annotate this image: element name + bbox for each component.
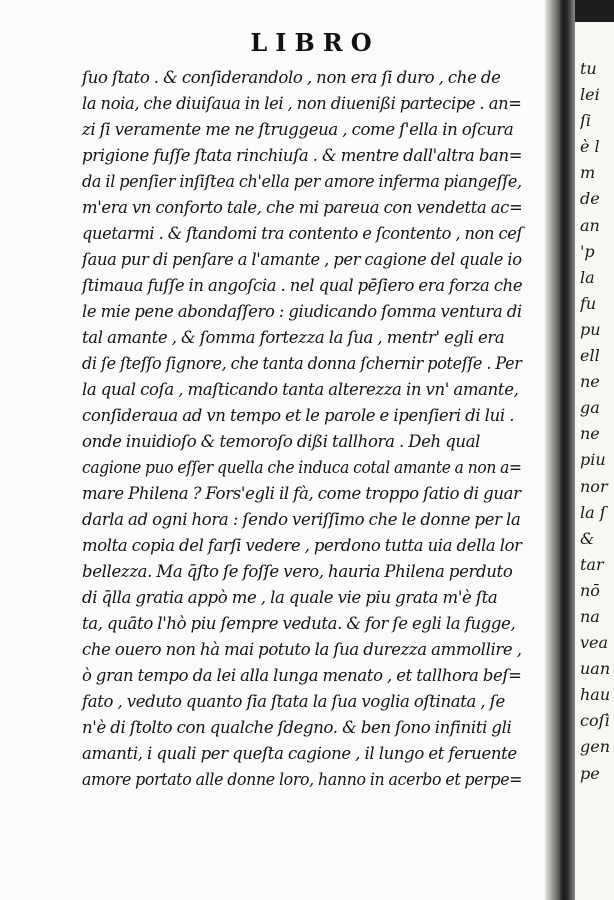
facing-page-top-edge bbox=[575, 0, 614, 22]
facing-page-line: & bbox=[580, 528, 595, 548]
facing-page-line: an bbox=[580, 215, 600, 235]
facing-page-line: piu bbox=[580, 450, 606, 470]
facing-page-line: m bbox=[580, 163, 596, 183]
text-line: onde inuidioſo & temoroſo dißi tallhora . Deh qual bbox=[82, 432, 481, 451]
text-line: n'è di ſtolto con qualche ſdegno. & ben ſono infiniti gli bbox=[82, 718, 512, 737]
facing-page-line: ne bbox=[580, 372, 600, 392]
text-line: bellezza. Ma q̄ſto ſe foſſe vero, hauria Philena perduto bbox=[82, 562, 513, 581]
facing-page-line: tu bbox=[580, 59, 597, 78]
facing-page-line: lei bbox=[580, 85, 600, 105]
facing-page-line: uan bbox=[580, 659, 611, 679]
text-line: ta, quāto l'hò piu ſempre veduta. & for ſe egli la fugge, bbox=[82, 614, 516, 633]
facing-page-line: de bbox=[580, 189, 600, 209]
book-gutter bbox=[545, 0, 575, 900]
facing-page-line: ne bbox=[580, 424, 600, 444]
facing-page-line: vea bbox=[580, 633, 609, 653]
text-line: molta copia del farſi vedere , perdono tutta uia della lor bbox=[82, 536, 522, 555]
facing-page-line: hau bbox=[580, 685, 611, 705]
text-line: la qual coſa , maſticando tanta alterezza in vn' amante, bbox=[82, 380, 519, 399]
facing-page-line: ſi bbox=[580, 111, 592, 131]
left-page bbox=[82, 28, 522, 793]
text-line: da il penſier inſiſtea ch'ella per amore inferma piangeſſe, bbox=[82, 172, 522, 191]
text-line: amanti, i quali per queſta cagione , il lungo et feruente bbox=[82, 744, 517, 763]
text-line: quetarmi . & ſtandomi tra contento e ſcontento , non ceſ bbox=[82, 224, 523, 243]
text-line: amore portato alle donne loro, hanno in acerbo et perpe= bbox=[82, 770, 523, 789]
text-line: ſaua pur di penſare a l'amante , per cagione del quale io bbox=[82, 250, 522, 269]
text-line: di ſe ſteſſo ſignore, che tanta donna ſchernir poteſſe . Per bbox=[82, 354, 522, 373]
facing-page-line: la bbox=[580, 267, 595, 287]
facing-page-line: pe bbox=[580, 763, 600, 783]
facing-page-line: pu bbox=[580, 319, 601, 339]
facing-page-line: coſì bbox=[580, 711, 610, 731]
facing-page-line: nō bbox=[580, 580, 600, 600]
text-line: m'era vn conforto tale, che mi pareua con vendetta ac= bbox=[82, 198, 523, 217]
text-line: conſideraua ad vn tempo et le parole e ipenſieri di lui . bbox=[82, 406, 515, 425]
text-line: cagione puo eſſer quella che induca cotal amante a non a= bbox=[82, 458, 522, 477]
facing-page-line: è l bbox=[580, 137, 600, 157]
facing-page-text bbox=[580, 56, 614, 787]
text-line: la noia, che diuiſaua in lei , non diuenißi partecipe . an= bbox=[82, 94, 522, 113]
facing-page-line: ga bbox=[580, 398, 600, 418]
text-line: fato , veduto quanto ſia ſtata la ſua voglia oſtinata , ſe bbox=[82, 692, 505, 711]
text-line: mare Philena ? Fors'egli il fà, come troppo ſatio di guar bbox=[82, 484, 521, 503]
facing-page-line: ell bbox=[580, 346, 600, 366]
facing-page-line: 'p bbox=[580, 241, 595, 261]
text-line: darla ad ogni hora : ſendo veriſſimo che le donne per la bbox=[82, 510, 521, 529]
text-line: di q̄lla gratia appò me , la quale vie piu grata m'è ſta bbox=[82, 588, 498, 607]
text-line: tal amante , & ſomma fortezza la ſua , mentr' egli era bbox=[82, 328, 505, 347]
facing-page-line: na bbox=[580, 606, 600, 626]
text-line: zi ſi veramente me ne ſtruggeua , come ſ'ella in oſcura bbox=[82, 120, 514, 139]
text-line: ò gran tempo da lei alla lunga menato , et tallhora beſ= bbox=[82, 666, 522, 685]
facing-page-line: gen bbox=[580, 737, 611, 757]
text-line: prigione fuſſe ſtata rinchiuſa . & mentre dall'altra ban= bbox=[82, 146, 523, 165]
text-line: che ouero non hà mai potuto la ſua durezza ammollire , bbox=[82, 640, 522, 659]
facing-page-line: la ſ bbox=[580, 502, 606, 522]
text-line: le mie pene abondaſſero : giudicando ſomma ventura di bbox=[82, 302, 522, 321]
facing-page-line: tar bbox=[580, 554, 604, 574]
facing-page-line: nor bbox=[580, 476, 608, 496]
facing-page-line: fu bbox=[580, 293, 597, 313]
text-line: ſtimaua fuſſe in angoſcia . nel qual pēſiero era forza che bbox=[82, 276, 523, 295]
running-head: LIBRO bbox=[250, 28, 380, 57]
body-text bbox=[82, 65, 522, 793]
text-line: ſuo ſtato . & conſiderandolo , non era ſi duro , che de bbox=[82, 68, 501, 87]
